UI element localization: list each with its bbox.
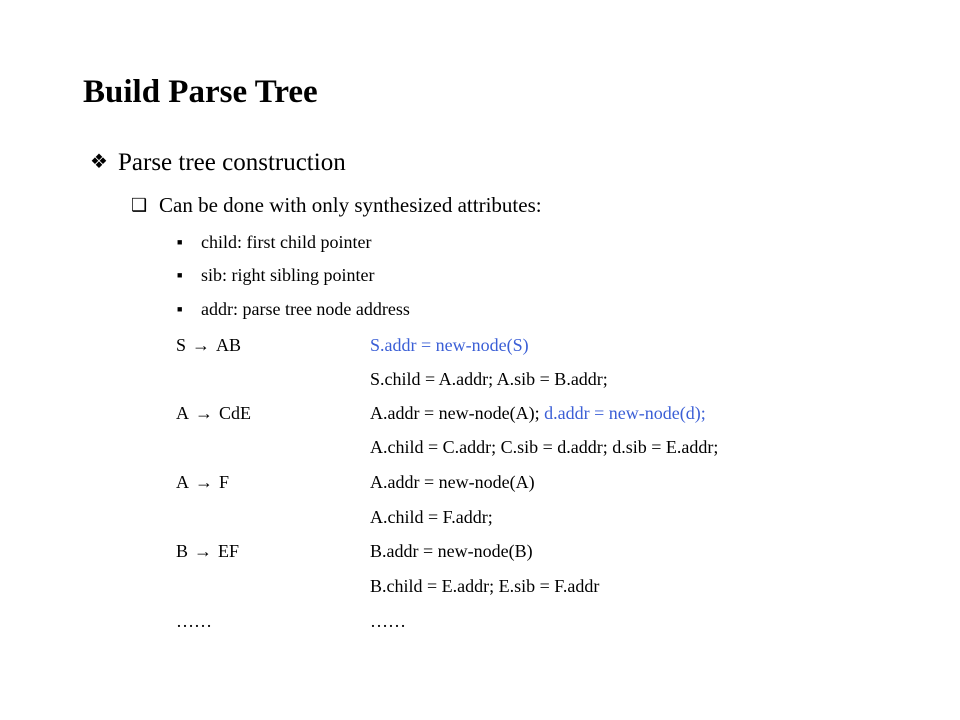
bullet-addr-attribute: [177, 297, 410, 321]
small-square-bullet-icon: ■: [177, 237, 183, 247]
production: [176, 470, 370, 494]
production-row: [176, 574, 599, 598]
small-square-bullet-icon: ■: [177, 270, 183, 280]
production-ellipsis: ……: [176, 611, 212, 631]
arrow-icon: →: [195, 472, 213, 492]
bullet-text: Can be done with only synthesized attributes:: [159, 193, 542, 217]
production-row: [176, 435, 718, 459]
production-lhs: B: [176, 541, 189, 561]
rule-highlight: d.addr = new-node(d);: [544, 403, 706, 423]
production-rhs: AB: [216, 335, 242, 355]
production-rhs: F: [219, 472, 230, 492]
bullet-text: child: first child pointer: [201, 232, 372, 252]
arrow-icon: →: [195, 403, 213, 423]
production-row: [176, 367, 608, 391]
semantic-rule: A.addr = new-node(A): [370, 472, 535, 492]
small-square-bullet-icon: ■: [177, 304, 183, 314]
production-lhs: A: [176, 403, 189, 423]
arrow-icon: →: [194, 541, 213, 561]
semantic-rule: [370, 401, 706, 425]
bullet-text: addr: parse tree node address: [201, 299, 410, 319]
arrow-icon: →: [192, 335, 211, 355]
semantic-rule: A.child = C.addr; C.sib = d.addr; d.sib = E.addr;: [370, 437, 719, 457]
slide-title: Build Parse Tree: [83, 74, 318, 110]
production-row: [176, 470, 535, 494]
rule-text: A.addr = new-node(A);: [370, 403, 540, 423]
production-rhs: EF: [218, 541, 240, 561]
production-rhs: CdE: [219, 403, 252, 423]
bullet-text: Parse tree construction: [118, 149, 346, 176]
semantic-rule: S.child = A.addr; A.sib = B.addr;: [370, 369, 608, 389]
production-row: [176, 609, 406, 633]
semantic-rule: B.child = E.addr; E.sib = F.addr: [370, 576, 600, 596]
production-row: [176, 401, 706, 425]
semantic-rule: [370, 333, 529, 357]
production-row: [176, 333, 529, 357]
bullet-text: sib: right sibling pointer: [201, 265, 375, 285]
bullet-parse-tree-construction: [90, 145, 346, 180]
semantic-rule-ellipsis: ……: [370, 611, 406, 631]
square-bullet-icon: ❑: [131, 195, 148, 215]
bullet-synthesized-attributes: [131, 190, 542, 220]
semantic-rule: B.addr = new-node(B): [370, 541, 533, 561]
rule-highlight: S.addr = new-node(S): [370, 335, 529, 355]
production-row: [176, 505, 493, 529]
bullet-sib-attribute: [177, 263, 375, 287]
production: [176, 333, 370, 357]
production-lhs: A: [176, 472, 189, 492]
production: [176, 539, 370, 563]
semantic-rule: A.child = F.addr;: [370, 507, 493, 527]
diamond-bullet-icon: ❖: [90, 151, 108, 173]
production-row: [176, 539, 533, 563]
production-lhs: S: [176, 335, 187, 355]
bullet-child-attribute: [177, 230, 371, 254]
production: [176, 401, 370, 425]
